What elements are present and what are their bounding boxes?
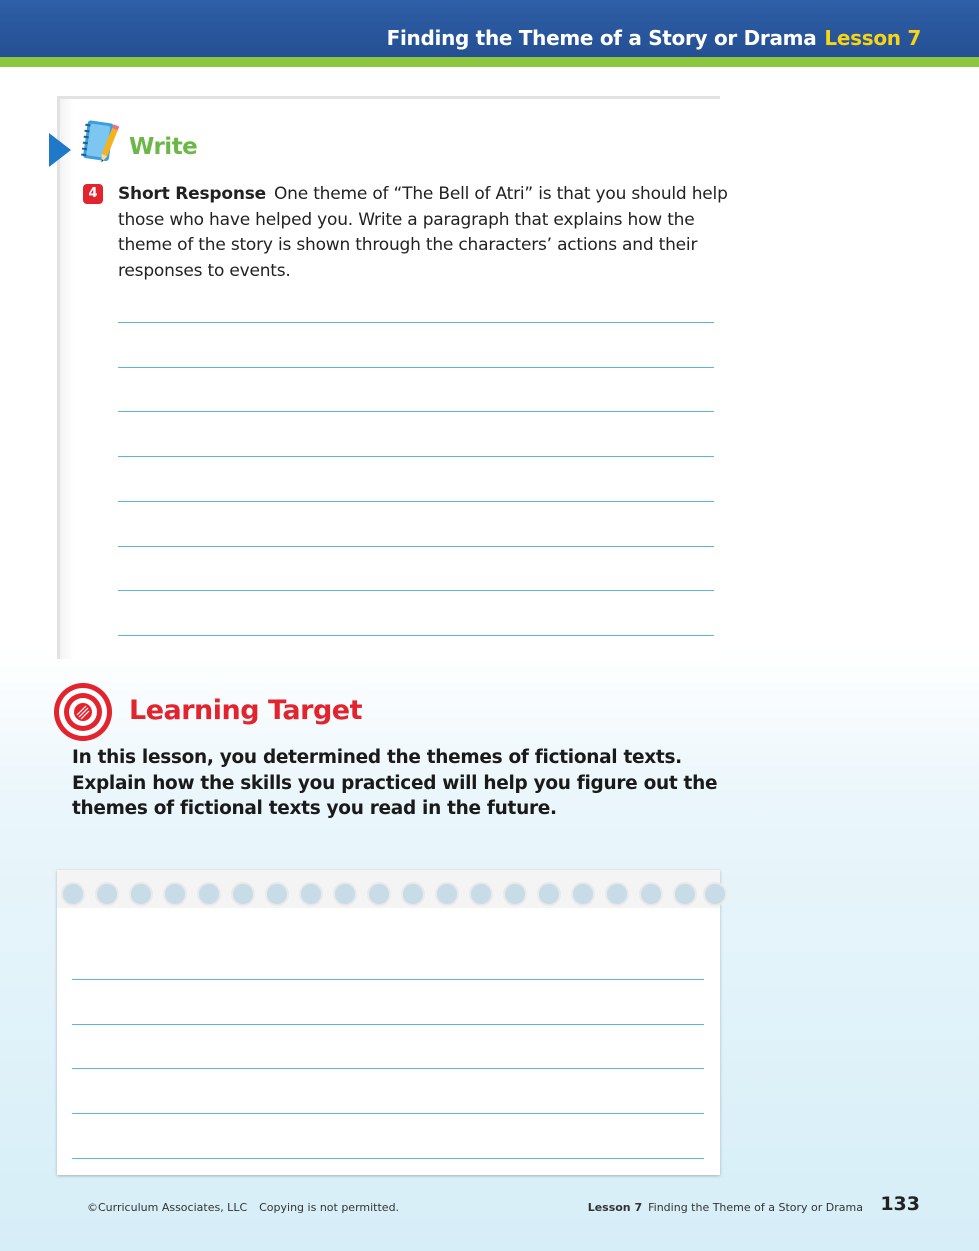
header-accent-stripe: [0, 57, 979, 67]
binder-hole-icon: [605, 882, 629, 906]
answer-line[interactable]: [118, 590, 714, 591]
reflection-line[interactable]: [72, 979, 704, 980]
header-lesson-title: Finding the Theme of a Story or Drama: [386, 26, 817, 50]
question-number-badge: 4: [83, 184, 103, 204]
binder-hole-icon: [537, 882, 561, 906]
write-panel: [57, 96, 720, 659]
page-number: 133: [880, 1193, 920, 1215]
answer-line[interactable]: [118, 501, 714, 502]
reflection-line[interactable]: [72, 1024, 704, 1025]
reflection-line[interactable]: [72, 1158, 704, 1159]
binder-hole-icon: [163, 882, 187, 906]
copy-notice: Copying is not permitted.: [259, 1201, 400, 1214]
binder-hole-icon: [435, 882, 459, 906]
binder-hole-icon: [265, 882, 289, 906]
write-heading: Write: [129, 134, 198, 160]
header-lesson-number: Lesson 7: [824, 26, 921, 50]
footer-lesson: [588, 1201, 863, 1214]
binder-hole-icon: [367, 882, 391, 906]
binder-hole-icon: [129, 882, 153, 906]
binder-hole-icon: [333, 882, 357, 906]
binder-hole-icon: [401, 882, 425, 906]
footer-lesson-title: Finding the Theme of a Story or Drama: [648, 1201, 863, 1214]
binder-hole-icon: [673, 882, 697, 906]
binder-hole-icon: [95, 882, 119, 906]
footer-lesson-number: Lesson 7: [587, 1201, 643, 1214]
answer-line[interactable]: [118, 456, 714, 457]
copyright-text: ©Curriculum Associates, LLC: [87, 1201, 248, 1214]
page-header-title: [387, 26, 921, 50]
binder-hole-icon: [469, 882, 493, 906]
answer-line[interactable]: [118, 635, 714, 636]
notebook-pencil-icon: [79, 118, 121, 168]
answer-line[interactable]: [118, 546, 714, 547]
answer-line[interactable]: [118, 322, 714, 323]
reflection-line[interactable]: [72, 1068, 704, 1069]
binder-hole-icon: [61, 882, 85, 906]
section-arrow-icon: [49, 133, 71, 167]
binder-hole-icon: [231, 882, 255, 906]
binder-hole-icon: [703, 882, 727, 906]
learning-target-prompt: In this lesson, you determined the themes of fictional texts. Explain how the skills you practiced will help you figure out the themes of fictional texts you read in the future.: [72, 747, 718, 819]
question-text: One theme of “The Bell of Atri” is that you should help those who have helped you. Write a paragraph that explains how the theme of the story is shown through the characters’ actions and their responses to events.: [118, 184, 728, 281]
target-icon: [52, 681, 114, 743]
binder-hole-icon: [571, 882, 595, 906]
reflection-line[interactable]: [72, 1113, 704, 1114]
footer-copyright: [87, 1201, 399, 1214]
answer-line[interactable]: [118, 367, 714, 368]
question-label: Short Response: [118, 184, 266, 204]
question-prompt: [118, 182, 728, 284]
answer-line[interactable]: [118, 411, 714, 412]
notebook-paper: [57, 870, 720, 1175]
learning-target-heading: Learning Target: [129, 695, 362, 726]
binder-hole-icon: [197, 882, 221, 906]
binder-hole-icon: [503, 882, 527, 906]
binder-hole-icon: [639, 882, 663, 906]
binder-hole-icon: [299, 882, 323, 906]
